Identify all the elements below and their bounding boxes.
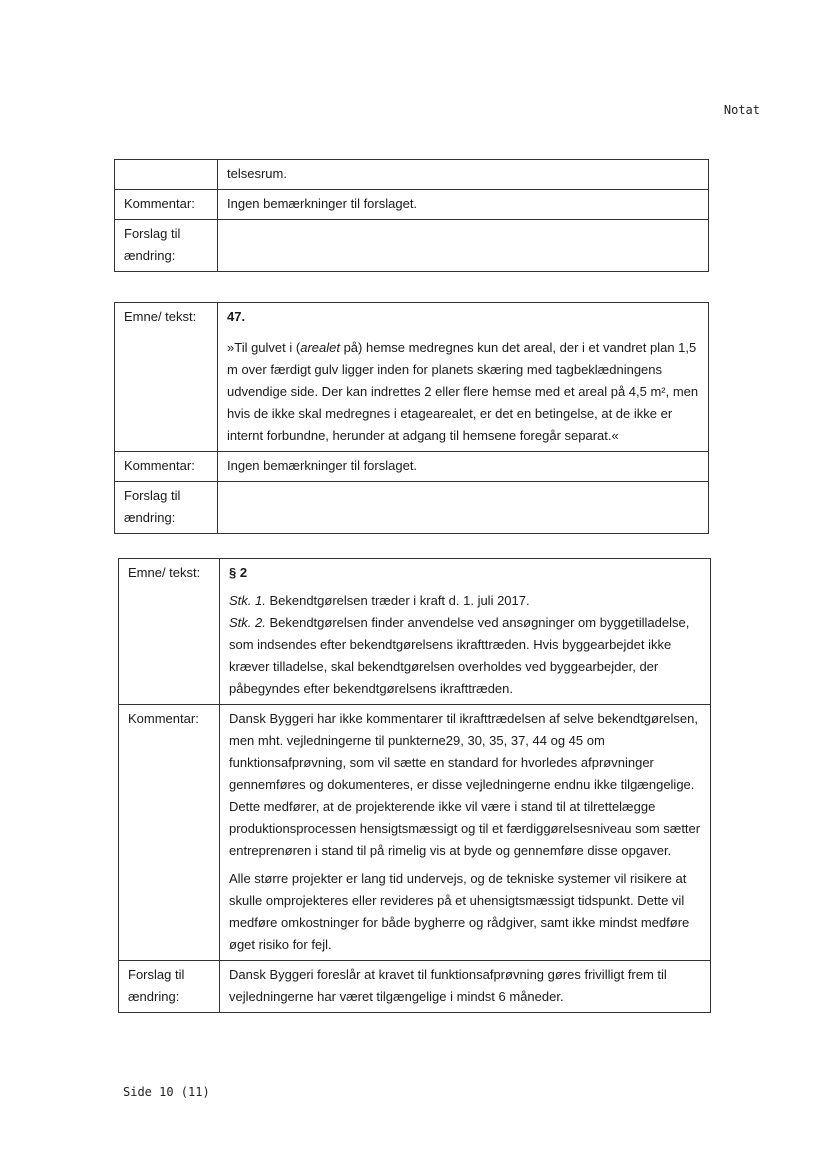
proposal-text: Dansk Byggeri foreslår at kravet til funktionsafprøvning gøres frivilligt frem til vejledningerne har været tilgængelige i mindst 6 måneder. [220, 961, 711, 1013]
proposal-text [218, 482, 709, 534]
proposal-label: Forslag til ændring: [119, 961, 220, 1013]
stk-1-label: Stk. 1. [229, 593, 266, 608]
stk-1-text: Bekendtgørelsen træder i kraft d. 1. juli 2017. [265, 593, 530, 608]
quote-after: på) hemse medregnes kun det areal, der i et vandret plan 1,5 m over færdigt gulv ligger inden for planets skæring med tagbeklædningens udvendige side. Der kan indrettes 2 eller flere hemse med et areal på 4,5 m², men hvis de ikke skal medregnes i etagearealet, er det en betingelse, at de ikke er internt forbundne, herunder at adgang til hemsene foregår separat.« [227, 340, 699, 443]
section-number: 47. [227, 309, 246, 324]
table-row [115, 303, 709, 452]
comment-paragraph-2: Alle større projekter er lang tid undervejs, og de tekniske systemer vil risikere at skulle omprojekteres eller revideres på et uhensigtsmæssigt tidspunkt. Dette vil medføre omkostninger for både bygherre og rådgiver, samt ikke mindst medføre øget risiko for fejl. [229, 871, 690, 952]
table-row [119, 961, 711, 1013]
subject-content [220, 559, 711, 705]
section-heading: § 2 [229, 565, 248, 580]
table-row [119, 559, 711, 705]
document-type-label: Notat [723, 103, 760, 117]
comment-paragraph-1: Dansk Byggeri har ikke kommentarer til ikrafttrædelsen af selve bekendtgørelsen, men mht. vejledningerne til punkterne29, 30, 35, 37, 44 og 45 om funktionsafprøvning, som vil sætte en standard for hvorledes afprøvninger gennemføres og dokumenteres, er disse vejledningerne endnu ikke tilgængelige. Dette medfører, at de projekterende ikke vil være i stand til at tilrettelægge produktionsprocessen hensigtsmæssigt og til et færdiggørelsesniveau som sætter entreprenøren i stand til på rimelig vis at byde og gennemføre disse opgaver. [229, 711, 701, 858]
comment-text: Ingen bemærkninger til forslaget. [218, 190, 709, 220]
page-number: Side 10 (11) [123, 1085, 210, 1099]
table-row [115, 160, 709, 190]
proposal-label: Forslag til ændring: [115, 482, 218, 534]
table-row [115, 190, 709, 220]
comment-label: Kommentar: [119, 705, 220, 961]
quote-before: »Til gulvet i ( [227, 340, 301, 355]
memo-table-3 [118, 558, 711, 1013]
comment-label: Kommentar: [115, 190, 218, 220]
stk-2-text: Bekendtgørelsen finder anvendelse ved ansøgninger om byggetilladelse, som indsendes efter bekendtgørelsens ikrafttræden. Hvis byggearbejdet ikke kræver tilladelse, skal bekendtgørelsen overholdes ved byggearbejder, der påbegyndes efter bekendtgørelsens ikrafttræden. [229, 615, 690, 696]
quoted-provision [227, 337, 699, 447]
table-row [115, 452, 709, 482]
stk-2-label: Stk. 2. [229, 615, 266, 630]
proposal-text [218, 220, 709, 272]
quote-italic: arealet [300, 340, 340, 355]
table-row [115, 482, 709, 534]
comment-label: Kommentar: [115, 452, 218, 482]
memo-table-2 [114, 302, 709, 534]
memo-table-1 [114, 159, 709, 272]
proposal-label: Forslag til ændring: [115, 220, 218, 272]
subject-content [218, 303, 709, 452]
stk-1 [229, 590, 701, 612]
comment-text: Ingen bemærkninger til forslaget. [218, 452, 709, 482]
continuation-text: telsesrum. [218, 160, 709, 190]
subject-label-cell [115, 160, 218, 190]
subject-label: Emne/ tekst: [119, 559, 220, 705]
table-row [115, 220, 709, 272]
comment-content [220, 705, 711, 961]
stk-2 [229, 612, 701, 700]
table-row [119, 705, 711, 961]
subject-label: Emne/ tekst: [115, 303, 218, 452]
